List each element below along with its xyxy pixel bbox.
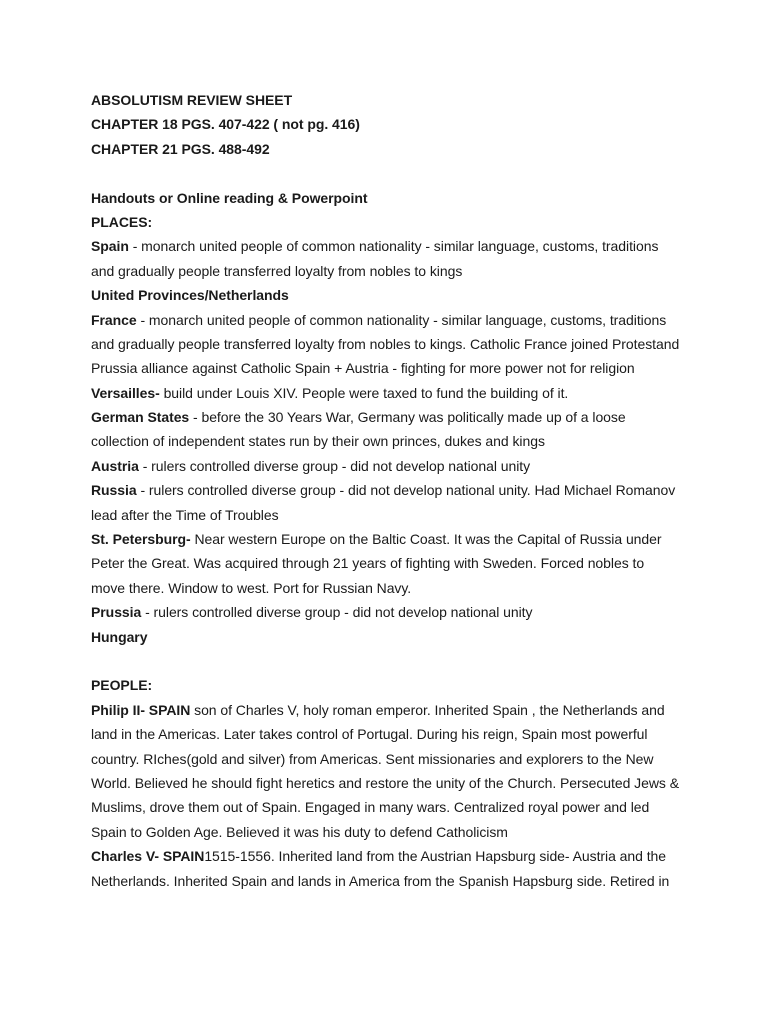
person-philip-line-5: Muslims, drove them out of Spain. Engaged in many wars. Centralized royal power and led (91, 799, 650, 816)
document-title: ABSOLUTISM REVIEW SHEET (91, 92, 293, 108)
person-philip-line-2: land in the Americas. Later takes control of Portugal. During his reign, Spain most powerful (91, 726, 648, 743)
people-heading: PEOPLE: (91, 677, 153, 694)
chapter-21-reference: CHAPTER 21 PGS. 488-492 (91, 140, 270, 157)
person-philip-line-1 (91, 698, 691, 722)
place-spain-name: Spain (91, 238, 129, 255)
place-russia-text: - rulers controlled diverse group - did not develop national unity. Had Michael Romanov (136, 482, 676, 499)
person-charles-line-1 (91, 844, 691, 868)
place-france-line-3: Prussia alliance against Catholic Spain + Austria - fighting for more power not for religion (91, 360, 635, 377)
place-spain-line-1 (91, 234, 691, 258)
place-france-line-1 (91, 308, 691, 332)
place-german-states-line-2: collection of independent states run by their own princes, dukes and kings (91, 433, 545, 450)
document-page (91, 88, 691, 893)
person-charles-name: Charles V- SPAIN (91, 848, 205, 865)
place-russia-line-2: lead after the Time of Troubles (91, 506, 279, 523)
place-hungary: Hungary (91, 628, 148, 645)
place-german-states-text: - before the 30 Years War, Germany was politically made up of a loose (189, 409, 626, 426)
place-st-petersburg-line-1 (91, 527, 691, 551)
place-france-text: - monarch united people of common nationality - similar language, customs, traditions (136, 311, 667, 328)
person-philip-line-4: World. Believed he should fight heretics and restore the unity of the Church. Persecuted Jews & (91, 774, 679, 791)
place-prussia-name: Prussia (91, 604, 142, 621)
place-versailles-line-1 (91, 381, 691, 405)
person-charles-line-2: Netherlands. Inherited Spain and lands in America from the Spanish Hapsburg side. Retired in (91, 872, 670, 889)
place-russia-line-1 (91, 478, 691, 502)
place-versailles-text: build under Louis XIV. People were taxed to fund the building of it. (159, 384, 569, 401)
person-philip-text: son of Charles V, holy roman emperor. Inherited Spain , the Netherlands and (190, 701, 665, 718)
person-philip-line-3: country. RIches(gold and silver) from Americas. Sent missionaries and explorers to the New (91, 750, 654, 767)
place-france-line-2: and gradually people transferred loyalty from nobles to kings. Catholic France joined Protestand (91, 335, 680, 352)
chapter-18-reference: CHAPTER 18 PGS. 407-422 ( not pg. 416) (91, 116, 360, 133)
place-st-petersburg-name: St. Petersburg- (91, 531, 191, 548)
place-austria-name: Austria (91, 457, 139, 474)
spacer (91, 649, 691, 673)
person-charles-text: 1515-1556. Inherited land from the Austrian Hapsburg side- Austria and the (204, 848, 667, 865)
person-philip-line-6: Spain to Golden Age. Believed it was his duty to defend Catholicism (91, 823, 508, 840)
place-st-petersburg-line-3: move there. Window to west. Port for Russian Navy. (91, 579, 412, 596)
place-prussia-line-1 (91, 600, 691, 624)
place-st-petersburg-text: Near western Europe on the Baltic Coast. It was the Capital of Russia under (190, 531, 662, 548)
spacer (91, 161, 691, 185)
place-spain-text: - monarch united people of common nationality - similar language, customs, traditions (128, 238, 659, 255)
place-versailles-name: Versailles- (91, 384, 160, 401)
place-united-provinces: United Provinces/Netherlands (91, 287, 289, 304)
place-austria-line-1 (91, 454, 691, 478)
place-russia-name: Russia (91, 482, 137, 499)
place-german-states-name: German States (91, 409, 190, 426)
person-philip-name: Philip II- SPAIN (91, 701, 191, 718)
place-austria-text: - rulers controlled diverse group - did not develop national unity (138, 457, 531, 474)
place-france-name: France (91, 311, 137, 328)
place-german-states-line-1 (91, 405, 691, 429)
handouts-note: Handouts or Online reading & Powerpoint (91, 189, 368, 206)
place-prussia-text: - rulers controlled diverse group - did not develop national unity (141, 604, 533, 621)
place-st-petersburg-line-2: Peter the Great. Was acquired through 21 years of fighting with Sweden. Forced nobles to (91, 555, 645, 572)
places-heading: PLACES: (91, 213, 153, 230)
place-spain-line-2: and gradually people transferred loyalty from nobles to kings (91, 262, 463, 279)
